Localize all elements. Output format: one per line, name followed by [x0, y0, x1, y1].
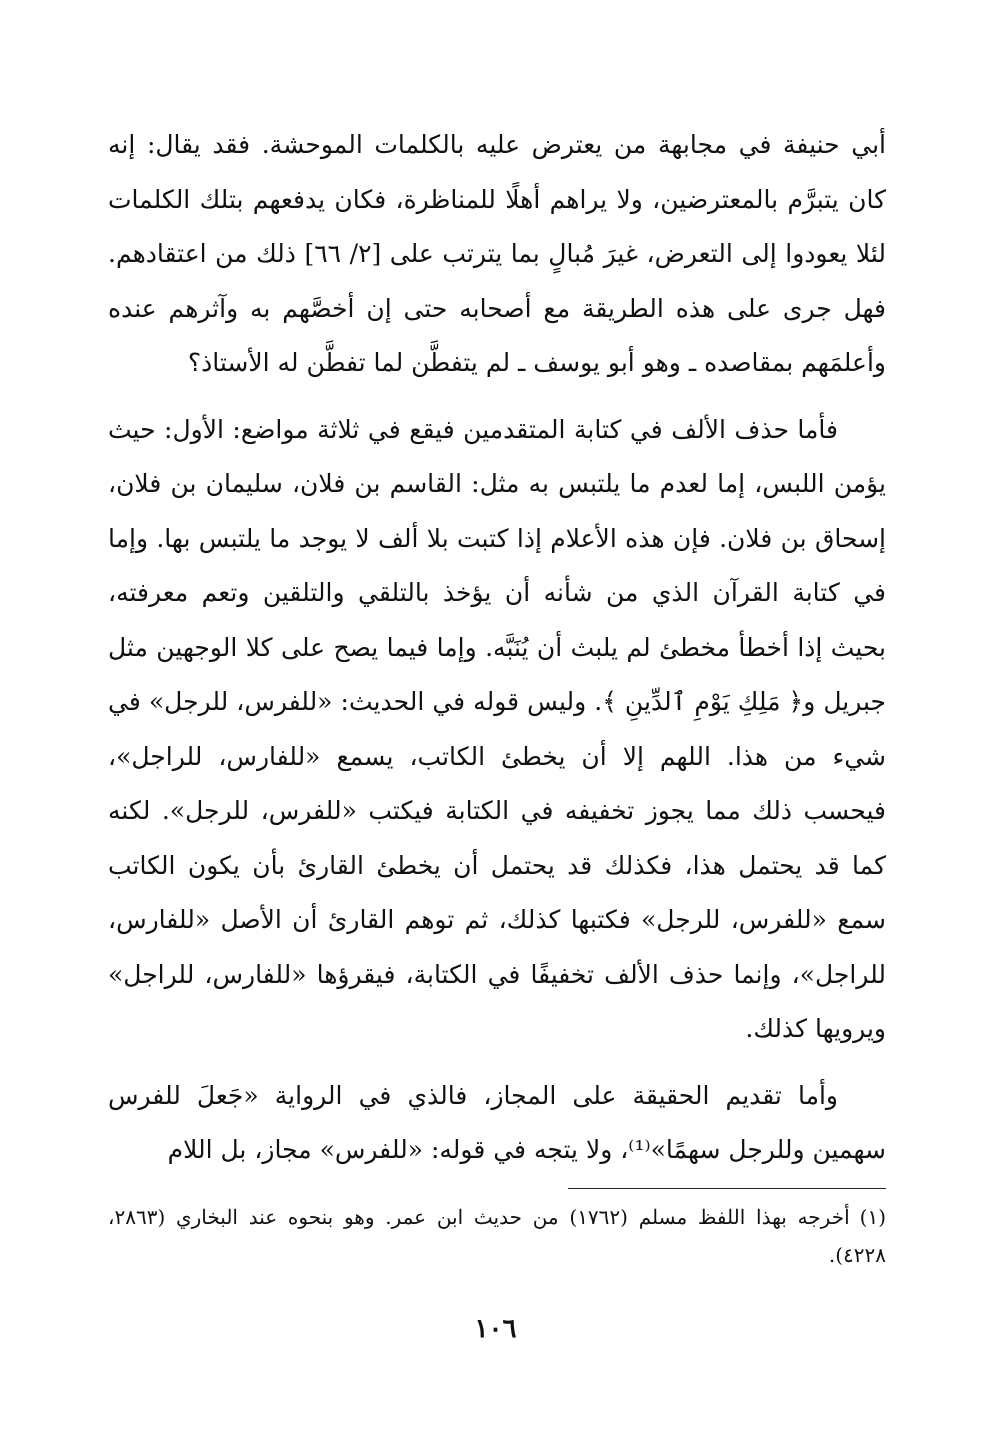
paragraph-3: وأما تقديم الحقيقة على المجاز، فالذي في الرواية «جَعلَ للفرس سهمين وللرجل سهمًا»⁽¹⁾، ولا يتجه في قوله: «للفرس» مجاز، بل اللام: [108, 1080, 886, 1164]
footnote-divider: [568, 1188, 886, 1189]
paragraph-2: فأما حذف الألف في كتابة المتقدمين فيقع في ثلاثة مواضع: الأول: حيث يؤمن اللبس، إما لعدم ما يلتبس به مثل: القاسم بن فلان، سليمان بن فلان، إسحاق بن فلان. فإن هذه الأعلام إذا كتبت بلا ألف لا يوجد ما يلتبس بها. وإما في كتابة القرآن الذي من شأنه أن يؤخذ بالتلقي والتلقين وتعم معرفته، بحيث إذا أخطأ مخطئ لم يلبث أن يُنَبَّه. وإما فيما يصح على كلا الوجهين مثل جبريل و﴿ مَلِكِ يَوْمِ ٱلدِّينِ ﴾. وليس قوله في الحديث: «للفرس، للرجل» في شيء من هذا. اللهم إلا أن يخطئ الكاتب، يسمع «للفارس، للراجل»، فيحسب ذلك مما يجوز تخفيفه في الكتابة فيكتب «للفرس، للرجل». لكنه كما قد يحتمل هذا، فكذلك قد يحتمل أن يخطئ القارئ بأن يكون الكاتب سمع «للفرس، للرجل» فكتبها كذلك، ثم توهم القارئ أن الأصل «للفارس، للراجل»، وإنما حذف الألف تخفيفًا في الكتابة، فيقرؤها «للفارس، للراجل» ويرويها كذلك.: [108, 414, 886, 1043]
footnote-marker: (١): [859, 1205, 886, 1229]
paragraph-1: أبي حنيفة في مجابهة من يعترض عليه بالكلمات الموحشة. فقد يقال: إنه كان يتبرَّم بالمعترضين، ولا يراهم أهلًا للمناظرة، فكان يدفعهم بتلك الكلمات لئلا يعودوا إلى التعرض، غيرَ مُبالٍ بما يترتب على [٢/ ٦٦] ذلك من اعتقادهم. فهل جرى على هذه الطريقة مع أصحابه حتى إن أخصَّهم به وآثرهم عنده وأعلمَهم بمقاصده ـ وهو أبو يوسف ـ لم يتفطَّن لما تفطَّن له الأستاذ؟: [108, 130, 886, 377]
footnote: [108, 1198, 886, 1274]
footnote-text: أخرجه بهذا اللفظ مسلم (١٧٦٢) من حديث ابن عمر. وهو بنحوه عند البخاري (٢٨٦٣، ٤٢٢٨).: [108, 1205, 886, 1267]
main-text: [108, 118, 886, 1178]
page-number: ١٠٦: [474, 1314, 517, 1344]
